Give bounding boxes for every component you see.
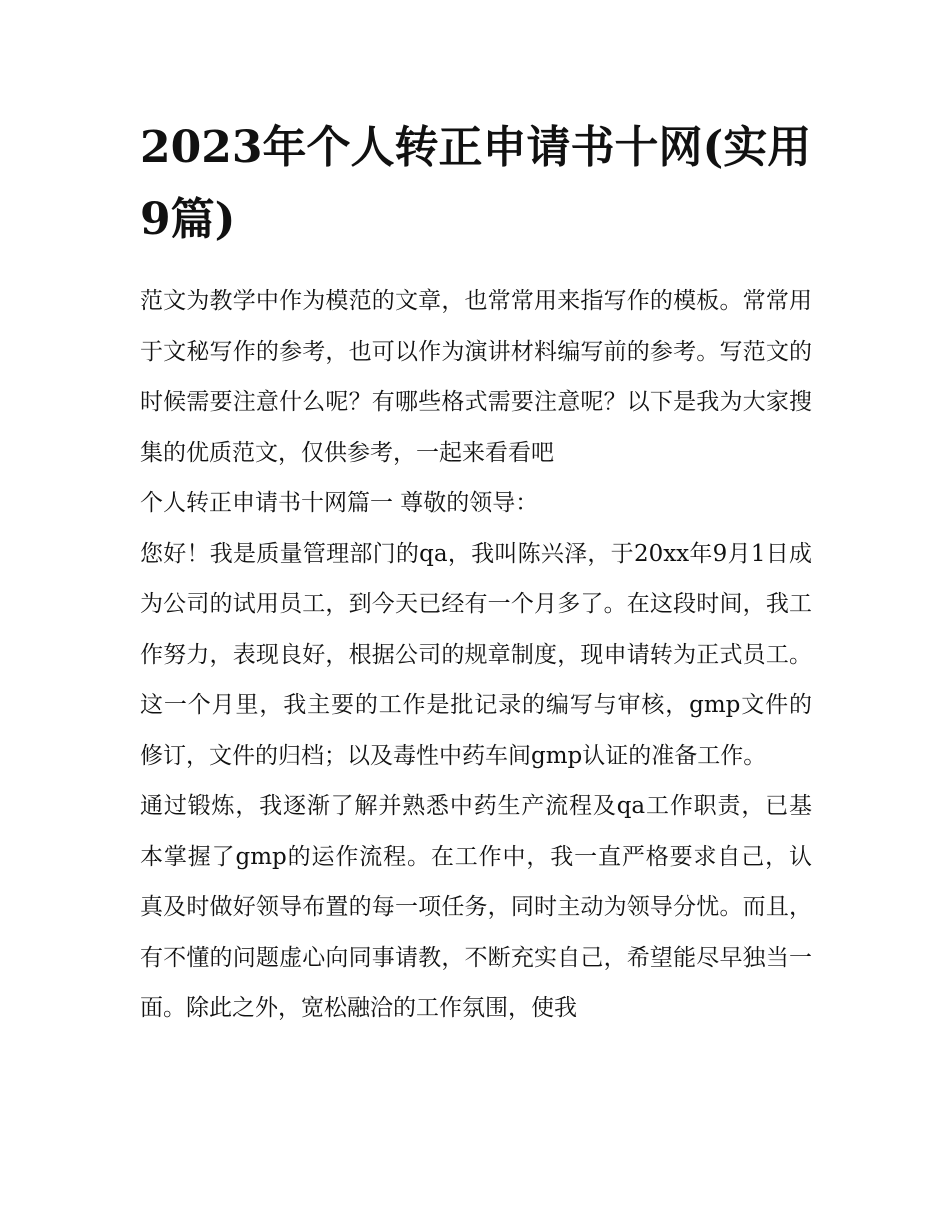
paragraph-body-1: 您好！我是质量管理部门的qa，我叫陈兴泽，于20xx年9月1日成为公司的试用员工，到今天已经有一个月多了。在这段时间，我工作努力，表现良好，根据公司的规章制度，现申请转为正式员工。这一个月里，我主要的工作是批记录的编写与审核，gmp文件的修订，文件的归档；以及毒性中药车间gmp认证的准备工作。 [140, 540, 812, 769]
paragraph-salutation: 个人转正申请书十网篇一 尊敬的领导： [140, 490, 539, 516]
paragraph-intro: 范文为教学中作为模范的文章，也常常用来指写作的模板。常常用于文秘写作的参考，也可以作为演讲材料编写前的参考。写范文的时候需要注意什么呢？有哪些格式需要注意呢？以下是我为大家搜集的优质范文，仅供参考，一起来看看吧 [140, 288, 812, 466]
document-page [140, 112, 812, 1034]
document-title: 2023年个人转正申请书十网(实用9篇) [140, 122, 812, 245]
paragraph-body-2: 通过锻炼，我逐渐了解并熟悉中药生产流程及qa工作职责，已基本掌握了gmp的运作流程。在工作中，我一直严格要求自己，认真及时做好领导布置的每一项任务，同时主动为领导分忧。而且，有不懂的问题虚心向同事请教，不断充实自己，希望能尽早独当一面。除此之外，宽松融洽的工作氛围，使我 [140, 793, 812, 1021]
document-body [140, 276, 812, 1034]
